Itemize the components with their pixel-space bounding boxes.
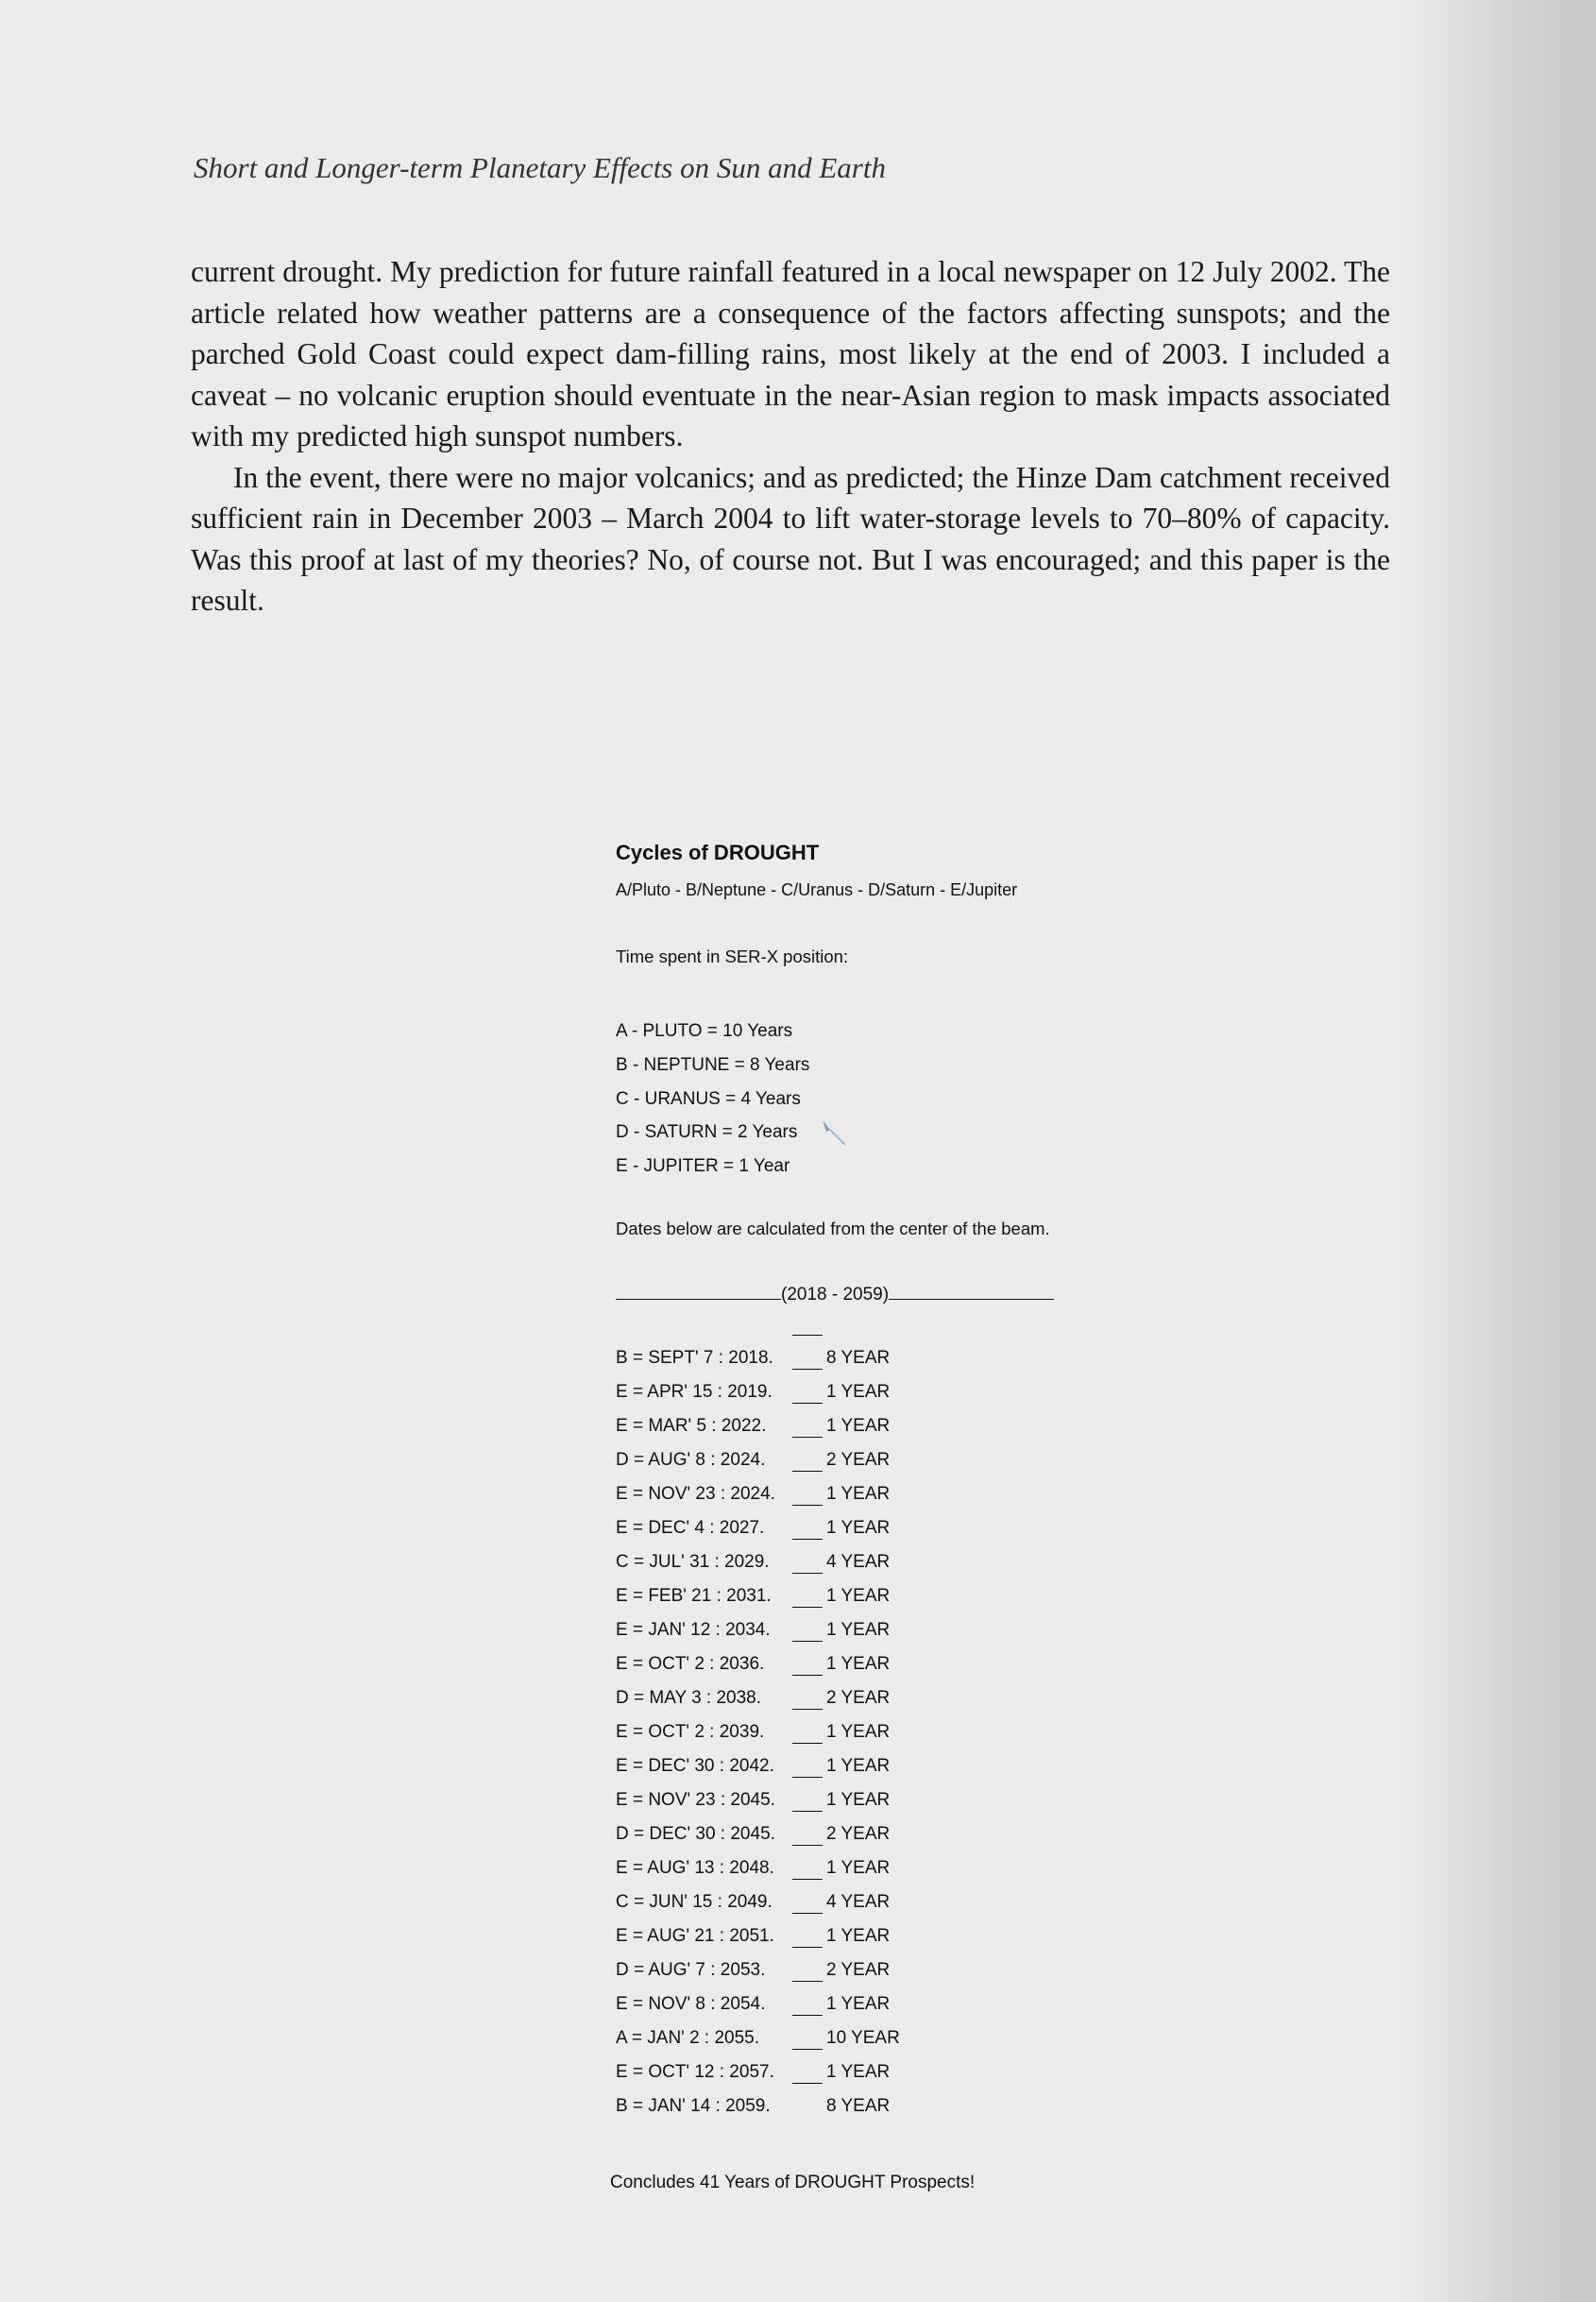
dash-rule (792, 1335, 823, 1336)
date-row (616, 1953, 900, 1987)
duration-label: 1 YEAR (826, 1858, 891, 1878)
date-label: C = JUL' 31 : 2029. (616, 1552, 770, 1572)
dash-rule (792, 1845, 823, 1846)
duration-label: 2 YEAR (826, 1960, 891, 1980)
date-label: D = MAY 3 : 2038. (616, 1688, 762, 1708)
date-range-label: (2018 - 2059) (781, 1285, 890, 1304)
duration-item: D - SATURN = 2 Years (616, 1122, 798, 1143)
duration-label: 1 YEAR (826, 1790, 891, 1810)
range-rule-right (889, 1299, 1054, 1300)
date-label: E = DEC' 30 : 2042. (616, 1756, 774, 1776)
date-label: D = DEC' 30 : 2045. (616, 1824, 775, 1844)
dash-rule (792, 2049, 823, 2050)
duration-label: 2 YEAR (826, 1688, 891, 1708)
date-row (616, 1817, 900, 1851)
date-label: E = AUG' 21 : 2051. (616, 1926, 774, 1946)
duration-label: 1 YEAR (826, 1994, 891, 2014)
range-rule-left (616, 1299, 781, 1300)
date-label: D = AUG' 7 : 2053. (616, 1960, 766, 1980)
dash-rule (792, 1675, 823, 1676)
dash-rule (792, 2083, 823, 2084)
date-row (616, 2021, 900, 2055)
duration-item: A - PLUTO = 10 Years (616, 1021, 793, 1041)
date-row (616, 1885, 900, 1919)
body-text (191, 251, 1390, 622)
date-row (616, 1579, 900, 1613)
date-row (616, 1851, 900, 1885)
dash-rule (792, 1879, 823, 1880)
dash-rule (792, 1403, 823, 1404)
dash-rule (792, 1471, 823, 1472)
date-row (616, 1477, 900, 1511)
date-label: E = FEB' 21 : 2031. (616, 1586, 772, 1606)
date-label: B = SEPT' 7 : 2018. (616, 1348, 773, 1368)
date-row (616, 1647, 900, 1681)
duration-label: 1 YEAR (826, 1654, 891, 1674)
duration-label: 1 YEAR (826, 1722, 891, 1742)
date-row (616, 1749, 900, 1783)
duration-label: 1 YEAR (826, 1416, 891, 1436)
duration-label: 8 YEAR (826, 2096, 891, 2116)
date-row (616, 1783, 900, 1817)
date-row (616, 1545, 900, 1579)
date-label: D = AUG' 8 : 2024. (616, 1450, 766, 1470)
date-label: E = NOV' 23 : 2024. (616, 1484, 775, 1504)
dash-rule (792, 1709, 823, 1710)
duration-label: 1 YEAR (826, 2062, 891, 2082)
duration-list (616, 1015, 809, 1184)
dash-rule (792, 1539, 823, 1540)
paragraph-2: In the event, there were no major volcanics; and as predicted; the Hinze Dam catchment received sufficient rain in December 2003 – March 2004 to lift water-storage levels to 70–80% of capacity. Was this proof at last of my theories? No, of course not. But I was encouraged; and this paper is the result. (191, 460, 1390, 617)
date-label: E = OCT' 12 : 2057. (616, 2062, 774, 2082)
dash-rule (792, 1913, 823, 1914)
date-label: E = APR' 15 : 2019. (616, 1382, 773, 1402)
date-label: E = NOV' 23 : 2045. (616, 1790, 775, 1810)
date-label: E = OCT' 2 : 2036. (616, 1654, 765, 1674)
duration-label: 1 YEAR (826, 1926, 891, 1946)
duration-label: 1 YEAR (826, 1586, 891, 1606)
date-row (616, 1987, 900, 2021)
drought-date-list (616, 1341, 900, 2123)
dash-rule (792, 1641, 823, 1642)
dash-rule (792, 1811, 823, 1812)
date-label: E = AUG' 13 : 2048. (616, 1858, 774, 1878)
dash-rule (792, 1981, 823, 1982)
date-label: E = NOV' 8 : 2054. (616, 1994, 766, 2014)
duration-label: 1 YEAR (826, 1518, 891, 1538)
dash-rule (792, 2015, 823, 2016)
date-label: E = OCT' 2 : 2039. (616, 1722, 765, 1742)
dash-rule (792, 1607, 823, 1608)
duration-label: 1 YEAR (826, 1756, 891, 1776)
dash-rule (792, 1437, 823, 1438)
date-row (616, 1681, 900, 1715)
date-row (616, 2089, 900, 2123)
dash-rule (792, 1505, 823, 1506)
date-range-heading (616, 1285, 1054, 1305)
duration-label: 2 YEAR (826, 1450, 891, 1470)
date-row (616, 2055, 900, 2089)
duration-label: 4 YEAR (826, 1892, 891, 1912)
pen-mark-icon (817, 1113, 862, 1158)
duration-label: 8 YEAR (826, 1348, 891, 1368)
dash-rule (792, 1777, 823, 1778)
duration-label: 2 YEAR (826, 1824, 891, 1844)
date-label: A = JAN' 2 : 2055. (616, 2028, 760, 2048)
duration-label: 1 YEAR (826, 1382, 891, 1402)
date-row (616, 1919, 900, 1953)
duration-label: 1 YEAR (826, 1620, 891, 1640)
date-label: B = JAN' 14 : 2059. (616, 2096, 771, 2116)
date-row (616, 1375, 900, 1409)
duration-label: 10 YEAR (826, 2028, 900, 2048)
duration-label: 1 YEAR (826, 1484, 891, 1504)
date-row (616, 1443, 900, 1477)
figure-planet-legend: A/Pluto - B/Neptune - C/Uranus - D/Saturn - E/Jupiter (616, 880, 1018, 899)
date-row (616, 1511, 900, 1545)
dash-rule (792, 1743, 823, 1744)
page-edge-shadow (1398, 0, 1596, 2302)
dash-rule (792, 1947, 823, 1948)
figure-title: Cycles of DROUGHT (616, 841, 820, 864)
duration-item: E - JUPITER = 1 Year (616, 1156, 790, 1177)
date-label: E = MAR' 5 : 2022. (616, 1416, 767, 1436)
date-row (616, 1409, 900, 1443)
dash-rule (792, 1369, 823, 1370)
figure-conclusion: Concludes 41 Years of DROUGHT Prospects! (610, 2173, 976, 2192)
duration-item: C - URANUS = 4 Years (616, 1088, 801, 1109)
date-label: C = JUN' 15 : 2049. (616, 1892, 773, 1912)
date-label: E = DEC' 4 : 2027. (616, 1518, 765, 1538)
running-head: Short and Longer-term Planetary Effects on Sun and Earth (194, 151, 886, 184)
duration-label: 4 YEAR (826, 1552, 891, 1572)
date-label: E = JAN' 12 : 2034. (616, 1620, 771, 1640)
time-spent-heading: Time spent in SER-X position: (616, 946, 849, 966)
date-row (616, 1341, 900, 1375)
dash-rule (792, 1573, 823, 1574)
paragraph-1: current drought. My prediction for future rainfall featured in a local newspaper on 12 July 2002. The article related how weather patterns are a consequence of the factors affecting sunspots; and the parched Gold Coast could expect dam-filling rains, most likely at the end of 2003. I included a caveat – no volcanic eruption should eventuate in the near-Asian region to mask impacts associated with my predicted high sunspot numbers. (191, 255, 1390, 452)
beam-center-note: Dates below are calculated from the center of the beam. (616, 1219, 1050, 1238)
duration-item: B - NEPTUNE = 8 Years (616, 1054, 810, 1075)
date-row (616, 1715, 900, 1749)
date-row (616, 1613, 900, 1647)
